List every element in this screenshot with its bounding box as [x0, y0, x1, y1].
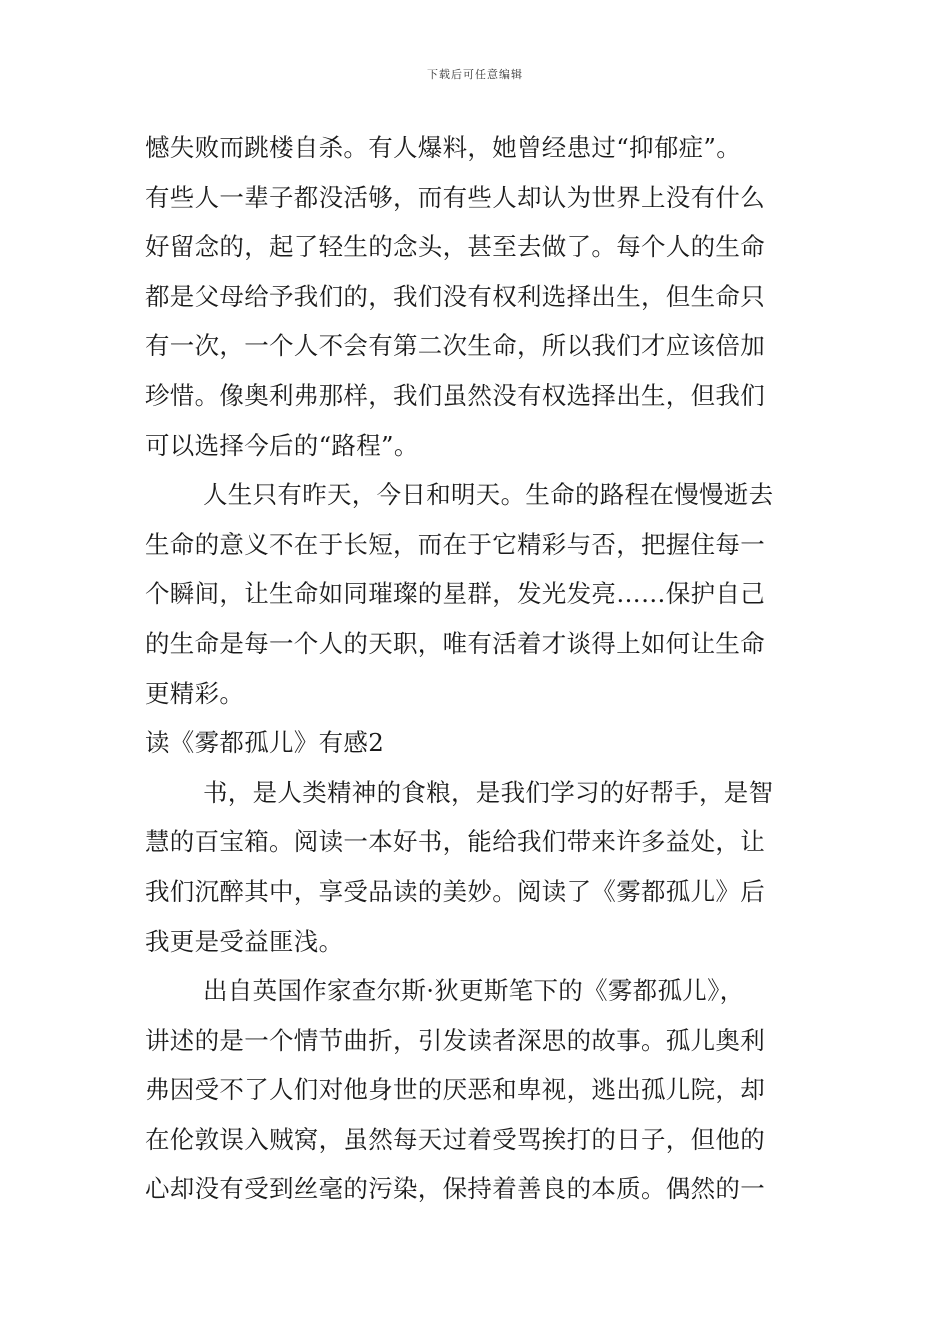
text-line: 讲述的是一个情节曲折，引发读者深思的故事。孤儿奥利 — [145, 1025, 765, 1055]
text-line: 珍惜。像奥利弗那样，我们虽然没有权选择出生，但我们 — [145, 380, 765, 410]
text-line: 有些人一辈子都没活够，而有些人却认为世界上没有什么 — [145, 182, 765, 212]
text-line: 憾失败而跳楼自杀。有人爆料，她曾经患过“抑郁症”。 — [145, 133, 742, 162]
text-line: 心却没有受到丝毫的污染，保持着善良的本质。偶然的一 — [145, 1174, 765, 1204]
text-line: 我更是受益匪浅。 — [145, 926, 344, 956]
text-line: 我们沉醉其中，享受品读的美妙。阅读了《雾都孤儿》后 — [145, 876, 765, 906]
header-note: 下载后可任意编辑 — [427, 68, 523, 81]
text-line: 人生只有昨天，今日和明天。生命的路程在慢慢逝去 — [203, 480, 774, 510]
document-body — [145, 123, 805, 1214]
text-line: 好留念的，起了轻生的念头，甚至去做了。每个人的生命 — [145, 232, 765, 262]
text-line: 读《雾都孤儿》有感2 — [145, 728, 385, 758]
text-line: 书，是人类精神的食粮，是我们学习的好帮手，是智 — [203, 777, 774, 807]
text-line: 出自英国作家查尔斯·狄更斯笔下的《雾都孤儿》， — [203, 976, 745, 1006]
text-line: 更精彩。 — [145, 678, 245, 708]
text-line: 慧的百宝箱。阅读一本好书，能给我们带来许多益处，让 — [145, 827, 765, 857]
text-line: 的生命是每一个人的天职，唯有活着才谈得上如何让生命 — [145, 628, 765, 658]
text-line: 有一次，一个人不会有第二次生命，所以我们才应该倍加 — [145, 331, 765, 361]
text-line: 弗因受不了人们对他身世的厌恶和卑视，逃出孤儿院，却 — [145, 1075, 765, 1105]
text-line: 可以选择今后的“路程”。 — [145, 430, 419, 460]
text-line: 都是父母给予我们的，我们没有权利选择出生，但生命只 — [145, 281, 765, 311]
text-line: 在伦敦误入贼窝，虽然每天过着受骂挨打的日子，但他的 — [145, 1124, 765, 1154]
text-line: 生命的意义不在于长短，而在于它精彩与否，把握住每一 — [145, 529, 765, 559]
text-line: 个瞬间，让生命如同璀璨的星群，发光发亮……保护自己 — [145, 579, 765, 609]
